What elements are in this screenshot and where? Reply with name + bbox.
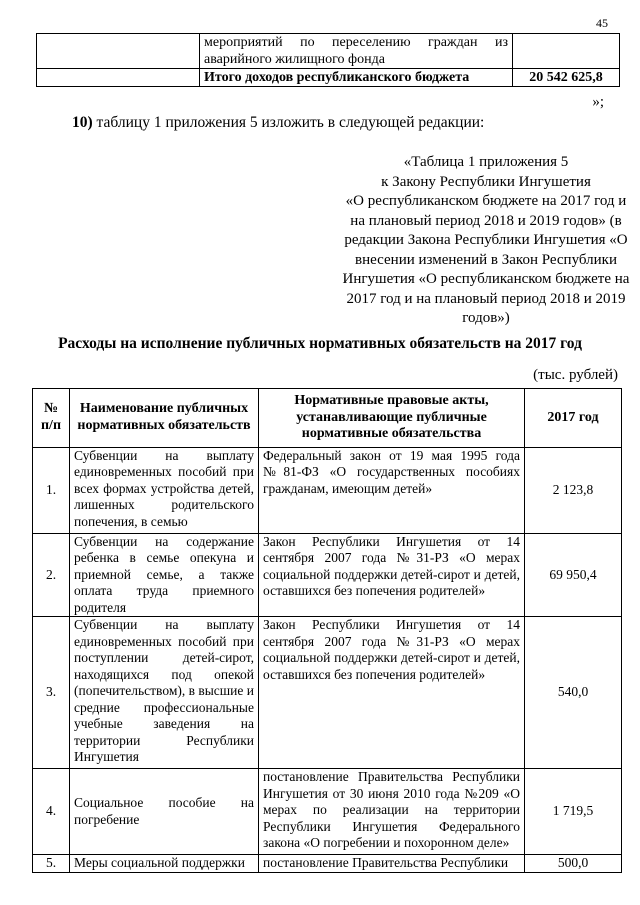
table-header-row — [33, 389, 622, 448]
row-sum: 500,0 — [525, 855, 622, 873]
table-cell: мероприятий по переселению граждан из аварийного жилищного фонда — [200, 34, 513, 69]
appendix-reference — [340, 153, 632, 329]
appendix-line: «Таблица 1 приложения 5 — [403, 154, 569, 170]
total-value: 20 542 625,8 — [513, 69, 620, 87]
header-year: 2017 год — [525, 389, 622, 448]
row-act: Закон Республики Ингушетия от 14 сентября 2007 года №31-РЗ «О мерах социальной поддержки детей-сирот и детей, оставшихся без попечения родителей» — [259, 533, 525, 617]
table-row — [37, 69, 620, 87]
row-name: Социальное пособие на погребение — [70, 769, 259, 855]
document-title: Расходы на исполнение публичных нормативных обязательств на 2017 год — [58, 335, 582, 352]
units-label: (тыс. рублей) — [533, 367, 618, 383]
row-num: 1. — [33, 447, 70, 533]
item-text: таблицу 1 приложения 5 изложить в следующей редакции: — [96, 114, 485, 131]
row-act: Федеральный закон от 19 мая 1995 года №81-ФЗ «О государственных пособиях гражданам, имеющим детей» — [259, 447, 525, 533]
empty-cell — [513, 34, 620, 69]
page-number: 45 — [596, 16, 608, 30]
table-row — [33, 617, 622, 769]
appendix-line: «О республиканском бюджете на 2017 год и на плановый период 2018 и 2019 годов» (в редакции Закона Республики Ингушетия «О внесении изменений в Закон Республики Ингушетия «О республиканском бюджете на 2017 год и на плановый период 2018 и 2019 годов») — [342, 193, 630, 326]
row-act: постановление Правительства Республики Ингушетия от 30 июня 2010 года №209 «О мерах по реализации на территории Республики Ингушетия Федерального закона «О погребении и похоронном деле» — [259, 769, 525, 855]
row-num: 2. — [33, 533, 70, 617]
row-act: Закон Республики Ингушетия от 14 сентября 2007 года №31-РЗ «О мерах социальной поддержки детей-сирот и детей, оставшихся без попечения родителей» — [259, 617, 525, 769]
row-sum: 540,0 — [525, 617, 622, 769]
header-name: Наименование публичных нормативных обязательств — [70, 389, 259, 448]
amendment-item — [72, 114, 484, 132]
row-num: 4. — [33, 769, 70, 855]
item-number: 10) — [72, 114, 93, 131]
table-row — [33, 855, 622, 873]
closing-mark: »; — [592, 94, 604, 110]
row-name: Субвенции на содержание ребенка в семье опекуна и приемной семье, а также оплата труда приемного родителя — [70, 533, 259, 617]
row-name: Субвенции на выплату единовременных пособий при всех формах устройства детей, лишенных родительского попечения, в семью — [70, 447, 259, 533]
appendix-line: к Закону Республики Ингушетия — [381, 173, 591, 190]
row-sum: 1 719,5 — [525, 769, 622, 855]
obligations-table — [32, 388, 622, 873]
table-row — [37, 34, 620, 69]
row-sum: 2 123,8 — [525, 447, 622, 533]
row-name: Субвенции на выплату единовременных пособий при поступлении детей-сирот, находящихся под опекой (попечительством), в высшие и средние профессиональные учебные заведения на территории Республики Ингушетия — [70, 617, 259, 769]
header-acts: Нормативные правовые акты, устанавливающие публичные нормативные обязательства — [259, 389, 525, 448]
table-row — [33, 533, 622, 617]
header-num: № п/п — [33, 389, 70, 448]
row-num: 5. — [33, 855, 70, 873]
total-label: Итого доходов республиканского бюджета — [200, 69, 513, 87]
row-num: 3. — [33, 617, 70, 769]
revenue-table-continuation — [36, 33, 620, 87]
table-row — [33, 769, 622, 855]
row-act: постановление Правительства Республики — [259, 855, 525, 873]
table-row — [33, 447, 622, 533]
empty-cell — [37, 69, 200, 87]
row-sum: 69 950,4 — [525, 533, 622, 617]
empty-cell — [37, 34, 200, 69]
row-name: Меры социальной поддержки — [70, 855, 259, 873]
